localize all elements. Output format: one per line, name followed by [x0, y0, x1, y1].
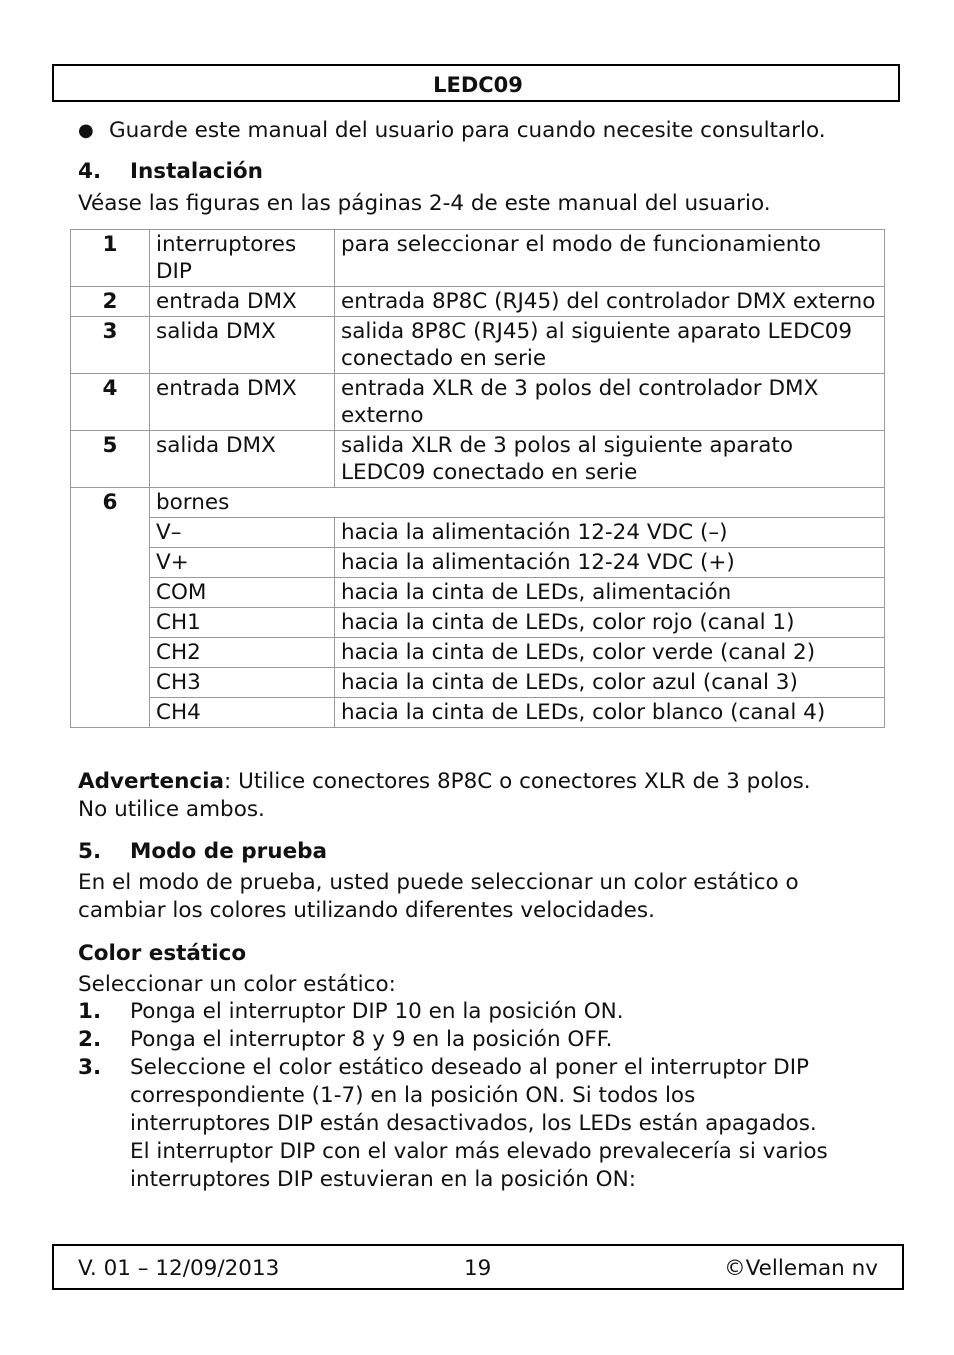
table-row-terminals [71, 488, 885, 518]
list-item [78, 998, 878, 1026]
step-text-line: interruptores DIP están desactivados, los LEDs están apagados. [130, 1111, 817, 1136]
row-name: entrada DMX [150, 374, 335, 431]
row-description: salida 8P8C (RJ45) al siguiente aparato LEDC09 conectado en serie [335, 317, 885, 374]
terminal-row [71, 608, 885, 638]
terminal-pin: CH3 [150, 668, 335, 698]
row-number: 1 [71, 230, 150, 287]
steps-list [78, 998, 878, 1194]
list-item [78, 1054, 878, 1194]
section-5-title: Modo de prueba [130, 839, 328, 864]
table-row [71, 317, 885, 374]
row-number: 4 [71, 374, 150, 431]
terminal-description: hacia la alimentación 12-24 VDC (–) [335, 518, 885, 548]
warning-text-line2: No utilice ambos. [78, 797, 265, 822]
row-description: entrada XLR de 3 polos del controlador DMX externo [335, 374, 885, 431]
table-row [71, 374, 885, 431]
terminal-row [71, 518, 885, 548]
terminal-description: hacia la cinta de LEDs, alimentación [335, 578, 885, 608]
terminal-pin: COM [150, 578, 335, 608]
row-name: salida DMX [150, 317, 335, 374]
step-number: 2. [78, 1027, 102, 1052]
row-number: 2 [71, 287, 150, 317]
static-color-heading: Color estático [78, 941, 247, 966]
bullet-text: Guarde este manual del usuario para cuando necesite consultarlo. [109, 118, 826, 143]
footer-copyright: ©Velleman nv [724, 1256, 878, 1281]
step-text-line: correspondiente (1-7) en la posición ON. Si todos los [130, 1083, 696, 1108]
section-5-line: En el modo de prueba, usted puede seleccionar un color estático o [78, 870, 799, 895]
step-number: 1. [78, 999, 102, 1024]
footer-page-number: 19 [464, 1256, 492, 1281]
terminal-description: hacia la cinta de LEDs, color blanco (canal 4) [335, 698, 885, 728]
section-4-intro: Véase las figuras en las páginas 2-4 de este manual del usuario. [78, 191, 771, 216]
terminal-description: hacia la cinta de LEDs, color azul (canal 3) [335, 668, 885, 698]
section-4-number: 4. [78, 159, 102, 184]
terminal-row [71, 668, 885, 698]
section-4-title: Instalación [130, 159, 263, 184]
row-number: 6 [71, 488, 150, 728]
terminal-row [71, 578, 885, 608]
row-description: para seleccionar el modo de funcionamiento [335, 230, 885, 287]
step-text: Ponga el interruptor 8 y 9 en la posición OFF. [130, 1027, 613, 1052]
step-text-line: Seleccione el color estático deseado al poner el interruptor DIP [130, 1055, 810, 1080]
warning-paragraph [78, 768, 811, 824]
step-text-line: El interruptor DIP con el valor más elevado prevalecería si varios [130, 1139, 828, 1164]
table-row [71, 287, 885, 317]
terminal-description: hacia la alimentación 12-24 VDC (+) [335, 548, 885, 578]
section-5-number: 5. [78, 839, 102, 864]
section-5-paragraph [78, 869, 799, 925]
footer-version: V. 01 – 12/09/2013 [78, 1256, 280, 1281]
row-number: 5 [71, 431, 150, 488]
terminal-row [71, 698, 885, 728]
step-number: 3. [78, 1055, 102, 1080]
static-color-intro: Seleccionar un color estático: [78, 972, 396, 997]
row-description: salida XLR de 3 polos al siguiente aparato LEDC09 conectado en serie [335, 431, 885, 488]
terminal-pin: CH1 [150, 608, 335, 638]
table-row [71, 230, 885, 287]
terminal-pin: CH2 [150, 638, 335, 668]
terminal-description: hacia la cinta de LEDs, color rojo (canal 1) [335, 608, 885, 638]
document-footer [52, 1244, 904, 1290]
terminal-row [71, 548, 885, 578]
row-name: interruptores DIP [150, 230, 335, 287]
row-description: entrada 8P8C (RJ45) del controlador DMX externo [335, 287, 885, 317]
list-item [78, 1026, 878, 1054]
terminals-label: bornes [150, 488, 885, 518]
header-title: LEDC09 [433, 73, 523, 97]
row-name: salida DMX [150, 431, 335, 488]
document-header [52, 64, 900, 102]
section-5-line: cambiar los colores utilizando diferentes velocidades. [78, 898, 655, 923]
terminal-pin: CH4 [150, 698, 335, 728]
row-name: entrada DMX [150, 287, 335, 317]
step-text-line: interruptores DIP estuvieran en la posición ON: [130, 1167, 636, 1192]
connections-table [70, 229, 885, 728]
section-5-heading [78, 837, 327, 867]
bullet-dot-icon: ● [78, 120, 94, 141]
section-4-heading [78, 157, 263, 187]
row-number: 3 [71, 317, 150, 374]
table-row [71, 431, 885, 488]
terminal-pin: V– [150, 518, 335, 548]
warning-label: Advertencia [78, 769, 225, 794]
step-text: Ponga el interruptor DIP 10 en la posición ON. [130, 999, 624, 1024]
terminal-row [71, 638, 885, 668]
terminal-pin: V+ [150, 548, 335, 578]
warning-text: : Utilice conectores 8P8C o conectores XLR de 3 polos. [224, 769, 811, 794]
terminal-description: hacia la cinta de LEDs, color verde (canal 2) [335, 638, 885, 668]
